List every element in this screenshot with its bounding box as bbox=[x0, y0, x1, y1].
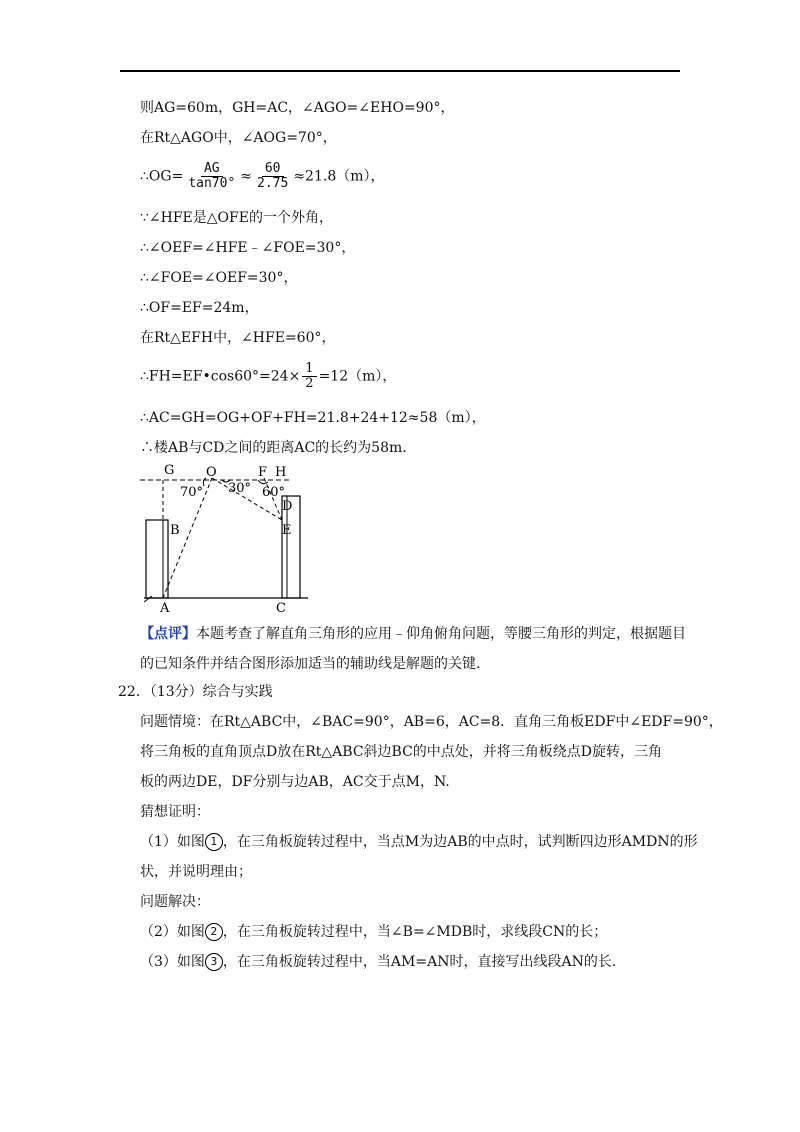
label-b: B bbox=[170, 523, 180, 538]
problem-line-3: 板的两边DE，DF分别与边AB，AC交于点M，N. bbox=[140, 774, 450, 790]
problem-line-1: 问题情境：在Rt△ABC中，∠BAC=90°，AB=6，AC=8．直角三角板EDF中∠EDF=90°， bbox=[140, 714, 723, 730]
label-angle-30: 30° bbox=[228, 481, 252, 496]
question-2-text: ，在三角板旋转过程中，当∠B=∠MDB时，求线段CN的长； bbox=[222, 924, 608, 940]
solution-line-7: ∴OF=EF=24m， bbox=[140, 300, 259, 316]
comment-text-1: 本题考查了解直角三角形的应用﹣仰角俯角问题，等腰三角形的判定，根据题目 bbox=[196, 626, 686, 642]
solution-line-4: ∵∠HFE是△OFE的一个外角， bbox=[140, 210, 333, 226]
figure-marker-2: 2 bbox=[205, 923, 223, 941]
label-angle-60: 60° bbox=[262, 485, 286, 500]
solution-line-3 bbox=[140, 162, 385, 191]
question-1 bbox=[140, 832, 698, 852]
building-figure bbox=[130, 458, 320, 618]
label-angle-70: 70° bbox=[180, 485, 204, 500]
problem-line-4: 猜想证明： bbox=[140, 804, 210, 820]
approx-sign: ≈ bbox=[240, 168, 253, 185]
fh-prefix: ∴FH=EF•cos60°=24× bbox=[140, 368, 301, 385]
question-3-text: ，在三角板旋转过程中，当AM=AN时，直接写出线段AN的长. bbox=[222, 954, 617, 970]
solution-line-1: 则AG=60m，GH=AC，∠AGO=∠EHO=90°， bbox=[140, 100, 455, 116]
question-3 bbox=[140, 952, 616, 972]
label-e: E bbox=[282, 523, 292, 538]
problem-line-5: 问题解决： bbox=[140, 894, 210, 910]
problem-header: 22．（13分）综合与实践 bbox=[118, 684, 273, 700]
solution-line-8: 在Rt△EFH中，∠HFE=60°， bbox=[140, 330, 336, 346]
label-o: O bbox=[206, 465, 217, 480]
label-f: F bbox=[258, 465, 268, 480]
comment-line-2: 的已知条件并结合图形添加适当的辅助线是解题的关键. bbox=[140, 656, 481, 672]
fraction-one-half bbox=[302, 362, 316, 391]
label-h: H bbox=[275, 465, 287, 480]
question-1-prefix: （1）如图 bbox=[140, 834, 205, 850]
solution-line-10: ∴AC=GH=OG+OF+FH=21.8+24+12≈58（m）， bbox=[140, 410, 486, 426]
angle-arc-60 bbox=[258, 480, 268, 484]
question-3-prefix: （3）如图 bbox=[140, 954, 205, 970]
label-c: C bbox=[276, 601, 286, 616]
og-prefix: ∴OG= bbox=[140, 168, 184, 185]
label-g: G bbox=[164, 463, 175, 478]
figure-marker-1: 1 bbox=[205, 833, 223, 851]
fraction-denominator: 2.75 bbox=[257, 176, 289, 191]
fraction-numerator: 1 bbox=[302, 362, 316, 377]
fraction-denominator: tan70° bbox=[188, 176, 236, 191]
label-a: A bbox=[160, 601, 170, 616]
ground-tick bbox=[144, 596, 152, 602]
label-d: D bbox=[282, 499, 293, 514]
comment-tag: 【点评】 bbox=[140, 626, 196, 642]
fraction-numerator: 60 bbox=[262, 162, 284, 177]
comment-line-1 bbox=[140, 624, 686, 644]
question-2-prefix: （2）如图 bbox=[140, 924, 205, 940]
header-rule bbox=[120, 70, 680, 72]
fh-result: =12（m）， bbox=[318, 368, 397, 385]
solution-line-11: ∴楼AB与CD之间的距离AC的长约为58m. bbox=[140, 440, 407, 456]
fraction-denominator: 2 bbox=[305, 376, 314, 391]
solution-line-9 bbox=[140, 362, 396, 391]
question-1-continued: 状，并说明理由； bbox=[140, 864, 252, 880]
question-1-text: ，在三角板旋转过程中，当点M为边AB的中点时，试判断四边形AMDN的形 bbox=[222, 834, 698, 850]
solution-line-6: ∴∠FOE=∠OEF=30°， bbox=[140, 270, 298, 286]
solution-line-5: ∴∠OEF=∠HFE﹣∠FOE=30°， bbox=[140, 240, 356, 256]
question-2 bbox=[140, 922, 607, 942]
problem-line-2: 将三角板的直角顶点D放在Rt△ABC斜边BC的中点处，并将三角板绕点D旋转，三角 bbox=[140, 744, 663, 760]
building-ab bbox=[146, 520, 168, 598]
fraction-numerator: AG bbox=[201, 162, 223, 177]
og-result: ≈21.8（m）， bbox=[293, 168, 385, 185]
figure-marker-3: 3 bbox=[205, 953, 223, 971]
fraction-60-275 bbox=[254, 162, 291, 191]
fraction-ag-tan70 bbox=[185, 162, 238, 191]
solution-line-2: 在Rt△AGO中，∠AOG=70°， bbox=[140, 130, 337, 146]
